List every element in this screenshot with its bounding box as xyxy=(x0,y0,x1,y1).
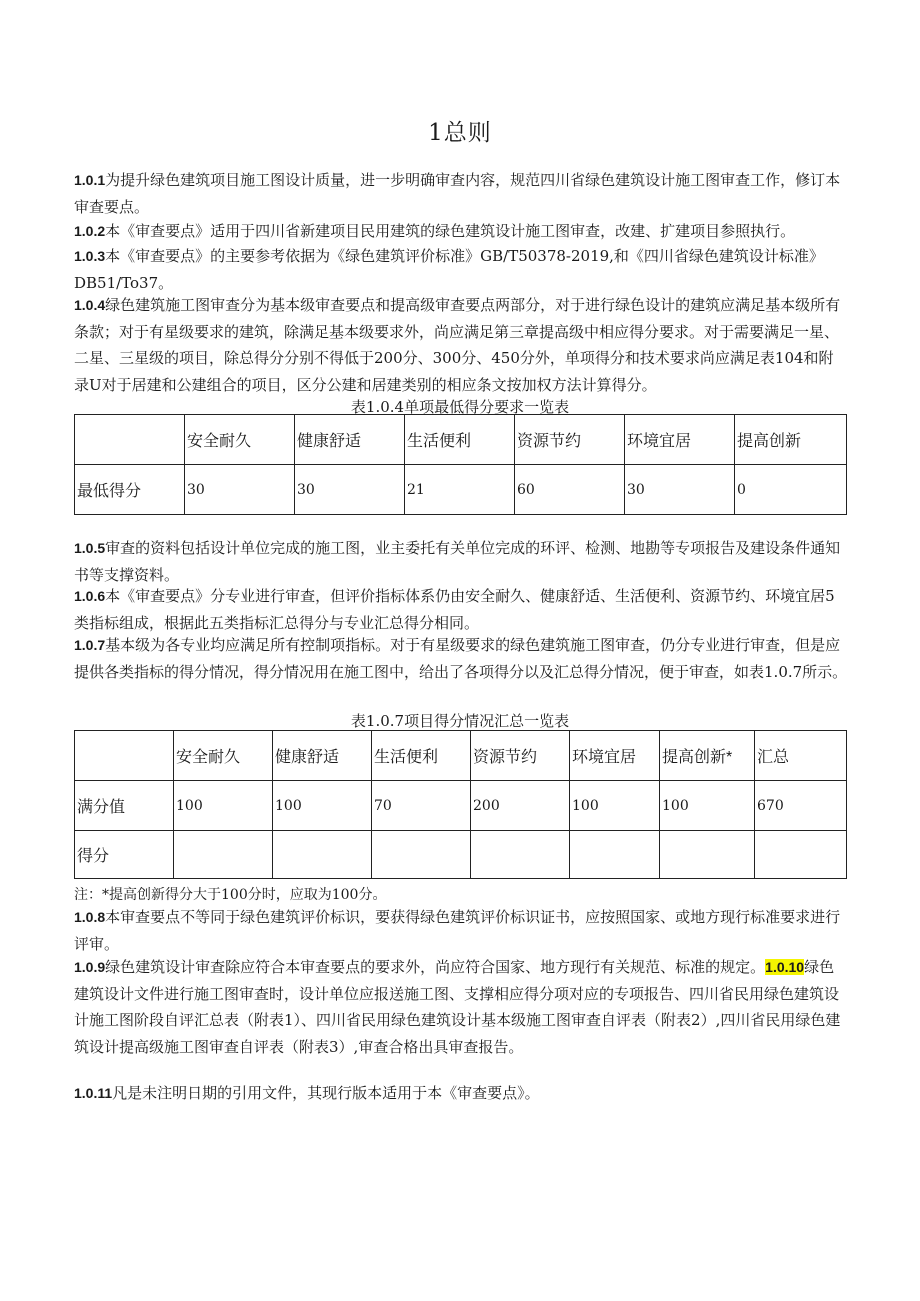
value-cell: 21 xyxy=(405,465,515,515)
header-cell: 健康舒适 xyxy=(295,415,405,465)
table-row xyxy=(75,465,847,515)
clause-text: 本《审查要点》适用于四川省新建项目民用建筑的绿色建筑设计施工图审查，改建、扩建项目参照执行。 xyxy=(105,222,796,240)
clause-1-0-3 xyxy=(74,243,848,296)
clause-number-highlighted: 1.0.10 xyxy=(765,959,805,975)
clause-1-0-6 xyxy=(74,583,848,636)
header-cell xyxy=(75,415,185,465)
clause-text: 审查的资料包括设计单位完成的施工图，业主委托有关单位完成的环评、检测、地勘等专项报告及建设条件通知书等支撑资料。 xyxy=(74,539,841,584)
table-header-row xyxy=(75,731,847,781)
clause-text: 本《审查要点》的主要参考依据为《绿色建筑评价标准》GB/T50378-2019,和《四川省绿色建筑设计标准》DB51/To37。 xyxy=(74,247,824,292)
value-cell xyxy=(174,831,273,879)
value-cell xyxy=(471,831,570,879)
clause-text: 绿色建筑设计文件进行施工图审查时，设计单位应报送施工图、支撑相应得分项对应的专项报告、四川省民用绿色建筑设计施工图阶段自评汇总表（附表1）、四川省民用绿色建筑设计基本级施工图审查自评表（附表2）,四川省民用绿色建筑设计提高级施工图审查自评表（附表3）,审查合格出具审查报告。 xyxy=(74,958,841,1056)
header-cell: 资源节约 xyxy=(515,415,625,465)
clause-number: 1.0.3 xyxy=(74,248,106,264)
clause-1-0-8 xyxy=(74,904,848,957)
table-1-0-4 xyxy=(74,414,847,515)
value-cell: 670 xyxy=(755,781,847,831)
clause-number: 1.0.2 xyxy=(74,223,106,239)
clause-number: 1.0.11 xyxy=(74,1085,113,1101)
clause-1-0-4 xyxy=(74,292,848,398)
table-note: 注：*提高创新得分大于100分时，应取为100分。 xyxy=(74,887,387,903)
value-cell: 100 xyxy=(570,781,660,831)
value-cell xyxy=(660,831,755,879)
page-title: 1总则 xyxy=(428,120,492,146)
row-label: 最低得分 xyxy=(75,465,185,515)
header-cell: 健康舒适 xyxy=(273,731,372,781)
table-row xyxy=(75,781,847,831)
header-cell: 环境宜居 xyxy=(570,731,660,781)
clause-number: 1.0.1 xyxy=(74,172,106,188)
header-cell: 提高创新 xyxy=(735,415,847,465)
value-cell: 70 xyxy=(372,781,471,831)
clause-number: 1.0.8 xyxy=(74,909,106,925)
header-cell: 资源节约 xyxy=(471,731,570,781)
clause-number: 1.0.6 xyxy=(74,588,106,604)
clause-number: 1.0.9 xyxy=(74,959,106,975)
clause-text: 绿色建筑设计审查除应符合本审查要点的要求外，尚应符合国家、地方现行有关规范、标准的规定。 xyxy=(105,958,766,976)
clause-text: 为提升绿色建筑项目施工图设计质量，进一步明确审查内容，规范四川省绿色建筑设计施工图审查工作，修订本审查要点。 xyxy=(74,171,841,216)
value-cell: 100 xyxy=(174,781,273,831)
value-cell: 0 xyxy=(735,465,847,515)
table-header-row xyxy=(75,415,847,465)
value-cell xyxy=(570,831,660,879)
header-cell: 生活便利 xyxy=(372,731,471,781)
header-cell: 环境宜居 xyxy=(625,415,735,465)
header-cell: 安全耐久 xyxy=(185,415,295,465)
clause-1-0-11 xyxy=(74,1080,848,1107)
clause-number: 1.0.5 xyxy=(74,540,106,556)
row-label: 满分值 xyxy=(75,781,174,831)
clause-number: 1.0.7 xyxy=(74,637,106,653)
header-cell: 生活便利 xyxy=(405,415,515,465)
value-cell: 100 xyxy=(660,781,755,831)
header-cell xyxy=(75,731,174,781)
row-label: 得分 xyxy=(75,831,174,879)
value-cell xyxy=(755,831,847,879)
value-cell: 60 xyxy=(515,465,625,515)
clause-1-0-7 xyxy=(74,632,848,685)
clause-text: 凡是未注明日期的引用文件，其现行版本适用于本《审查要点》。 xyxy=(112,1084,540,1102)
clause-text: 本《审查要点》分专业进行审查，但评价指标体系仍由安全耐久、健康舒适、生活便利、资源节约、环境宜居5类指标组成，根据此五类指标汇总得分与专业汇总得分相同。 xyxy=(74,587,835,632)
header-cell: 汇总 xyxy=(755,731,847,781)
table-1-0-7-caption: 表1.0.7项目得分情况汇总一览表 xyxy=(350,712,570,730)
value-cell: 30 xyxy=(185,465,295,515)
clause-text: 本审查要点不等同于绿色建筑评价标识，要获得绿色建筑评价标识证书，应按照国家、或地方现行标准要求进行评审。 xyxy=(74,908,841,953)
table-1-0-4-caption: 表1.0.4单项最低得分要求一览表 xyxy=(350,398,570,416)
value-cell xyxy=(273,831,372,879)
value-cell: 30 xyxy=(625,465,735,515)
clause-1-0-9-and-1-0-10 xyxy=(74,954,848,1060)
clause-1-0-5 xyxy=(74,535,848,588)
clause-1-0-1 xyxy=(74,167,848,220)
value-cell: 30 xyxy=(295,465,405,515)
value-cell xyxy=(372,831,471,879)
clause-text: 绿色建筑施工图审查分为基本级审查要点和提高级审查要点两部分，对于进行绿色设计的建筑应满足基本级所有条款；对于有星级要求的建筑，除满足基本级要求外，尚应满足第三章提高级中相应得分要求。对于需要满足一星、二星、三星级的项目，除总得分分别不得低于200分、300分、450分外，单项得分和技术要求尚应满足表104和附录U对于居建和公建组合的项目，区分公建和居建类别的相应条文按加权方法计算得分。 xyxy=(74,296,841,394)
header-cell: 安全耐久 xyxy=(174,731,273,781)
header-cell: 提高创新* xyxy=(660,731,755,781)
clause-number: 1.0.4 xyxy=(74,297,106,313)
table-row xyxy=(75,831,847,879)
value-cell: 100 xyxy=(273,781,372,831)
clause-1-0-2 xyxy=(74,218,848,245)
clause-text: 基本级为各专业均应满足所有控制项指标。对于有星级要求的绿色建筑施工图审查，仍分专业进行审查，但是应提供各类指标的得分情况，得分情况用在施工图中，给出了各项得分以及汇总得分情况，便于审查，如表1.0.7所示。 xyxy=(74,636,848,681)
value-cell: 200 xyxy=(471,781,570,831)
table-1-0-7 xyxy=(74,730,847,879)
